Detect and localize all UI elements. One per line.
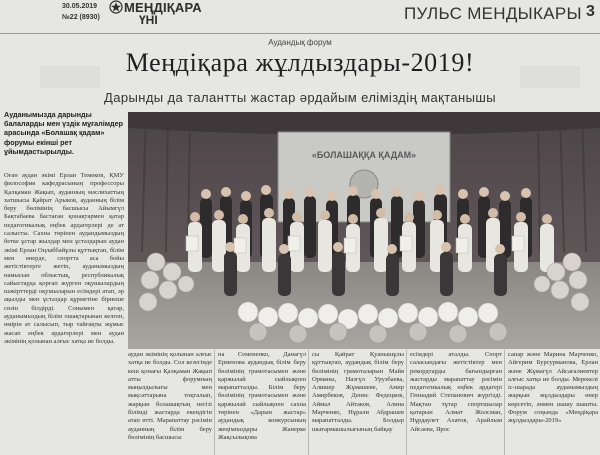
section-title: ПУЛЬС МЕНДЫКАРЫ [404,4,582,23]
article-body-column-4: есімдері аталды. Спорт саласындағы жетістіктер мен рекордтарды бағындырған жастарды марапаттау рәсімін педагогикалық еңбек ардагері Геннадий Степанович жүргізді. Мақтан тұтар спортшылар қатарын Алмат Жолсман, Нұрдаулет Ахатов, Арайлым Айсаева, Ярос [410,351,502,433]
masthead [0,0,600,34]
article-body-column-1: аудан әкімінің қолынан алғыс хатқа ие болды. Сол кезегінде кеш қонағы Қалқаман Жақып атты форумның маңыздылығы мен мақсаттарына тоқталып, жарқын болашақтың негізі білімді жастарда екендігін атап өтті. Марапаттау рәсімін ауданның білім беру бөлімінің басшысы [128,351,212,441]
issue-date: 30.05.2019 [62,3,98,10]
article-headline: Меңдіқара жұлдыздары-2019! [125,48,475,77]
article-body-column-3: сы Қайрат Қуанышұлы құттықтап, аудандық білім беру бөлімінің грамоталарын Майя Орманы, Назгүл Урузбаева, Алишер Жұмашеве, Амир Амирбеков, Денис Федецков, Аймал Айтаков, Алина Марченко, Нұрали Абдрашев марапатталды. Болдыр шығармашылығының байқау [312,351,404,433]
column-rule [308,350,309,455]
newspaper-logo [109,0,202,29]
column-rule [504,350,505,455]
rubric-label: Аудандық форум [268,38,332,47]
article-lead: Ауданымызда дарынды балаларды мен үздік мұғалімдер арасында «Болашақ қадам» форумы екінші рет ұйымдастырылды. [4,110,123,156]
page-number: 3 [586,3,595,20]
column-rule [406,350,407,455]
group-photo [128,112,600,349]
article-subheadline: Дарынды да талантты жастар әрдайым еліміздің мақтанышы [104,90,496,105]
issue-number: №22 (8930) [62,14,100,21]
column-rule [214,350,215,455]
article-body-column-5: сапар және Марина Марченко, Айгерим Бурсурманова, Ерлан және Жұмагүл Айсағалиевтер алғыс хатқа ие болды. Мерекелі іс-шарада ауданымыздың жарқын жұлдыздары өнер көрсетіп, әнмен шашу шашты. Форум соңында «Меңдіқара жұлдыздары-2019» [508,351,598,425]
article-body-left: Оған аудан әкімі Ерлан Темеков, ҚМУ философия кафедрасының профессоры Қалқаман Жақып, ауданның мәслихаттың хатшысы Қайрат Арыков, ауданның білім беру бөлімінің басшысы Айымгүл Бақтабаева бастаған қонақтармен қатар педагогикалық еңбек ардагерлері де ат салысты. Сахна төрінен аудандымыздың бетке ұстар жылдар мен ұстаздарын аудан әкімі Ерлан Оңлаббайұлы құттықтап, білім мен өнерде, спортта аса бойы жетістіктерге жетіп, ауданымыздың намысын облыстық, республикалық сайыстарда қорғап жүрген оқушылардың шәкірттерді оқушыларын есімдері атап, әр ақылды мен ұстаздар құрметіне бірнеше сөзін білдірді. Сонымен қатар, ауданымыздың білім ошақтарынан келген, өмірін ат салысып, тыр тайғақты жұмыс жасап еңбек ардагерлері мен аудан әкімінің қолынан алғыс хатқа ие болды. [4,172,124,345]
logo-title-bottom: ҮНІ [139,13,158,27]
article-body-column-2: на Семененко, Данагүл Ерменова аудандық білім беру бөлімінің грамотасымен және қаржылай сыйлықпен марапатталды. Білім беру бөлімінің грамотасымен және қаржылай сыйлықпен сахна төрінен «Дарын жастар» аудандық конкурсының жеңімпаздары Жанерке Жақсылықова [218,351,306,441]
stage-banner-text: «БОЛАШАҚҚА ҚАДАМ» [311,150,417,160]
star-logo-icon [109,0,123,14]
logo-title-top: МЕҢДІҚАРА [124,0,202,15]
stage-group-photo-illustration [128,112,600,349]
